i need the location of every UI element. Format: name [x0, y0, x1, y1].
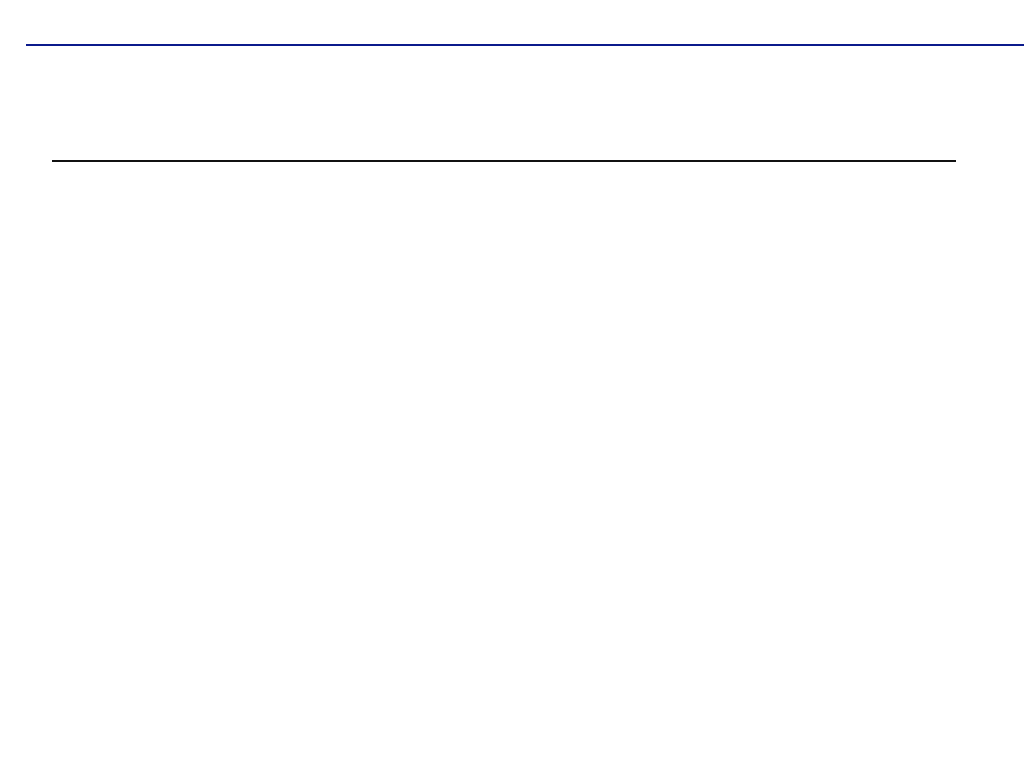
title-underline: [52, 160, 956, 162]
sidebar-strip-middle: [0, 255, 26, 511]
question-list: [62, 198, 1002, 274]
header-divider: [26, 44, 1024, 46]
sidebar-strip-top: [0, 0, 26, 255]
sidebar-strip-bottom: [0, 511, 26, 768]
